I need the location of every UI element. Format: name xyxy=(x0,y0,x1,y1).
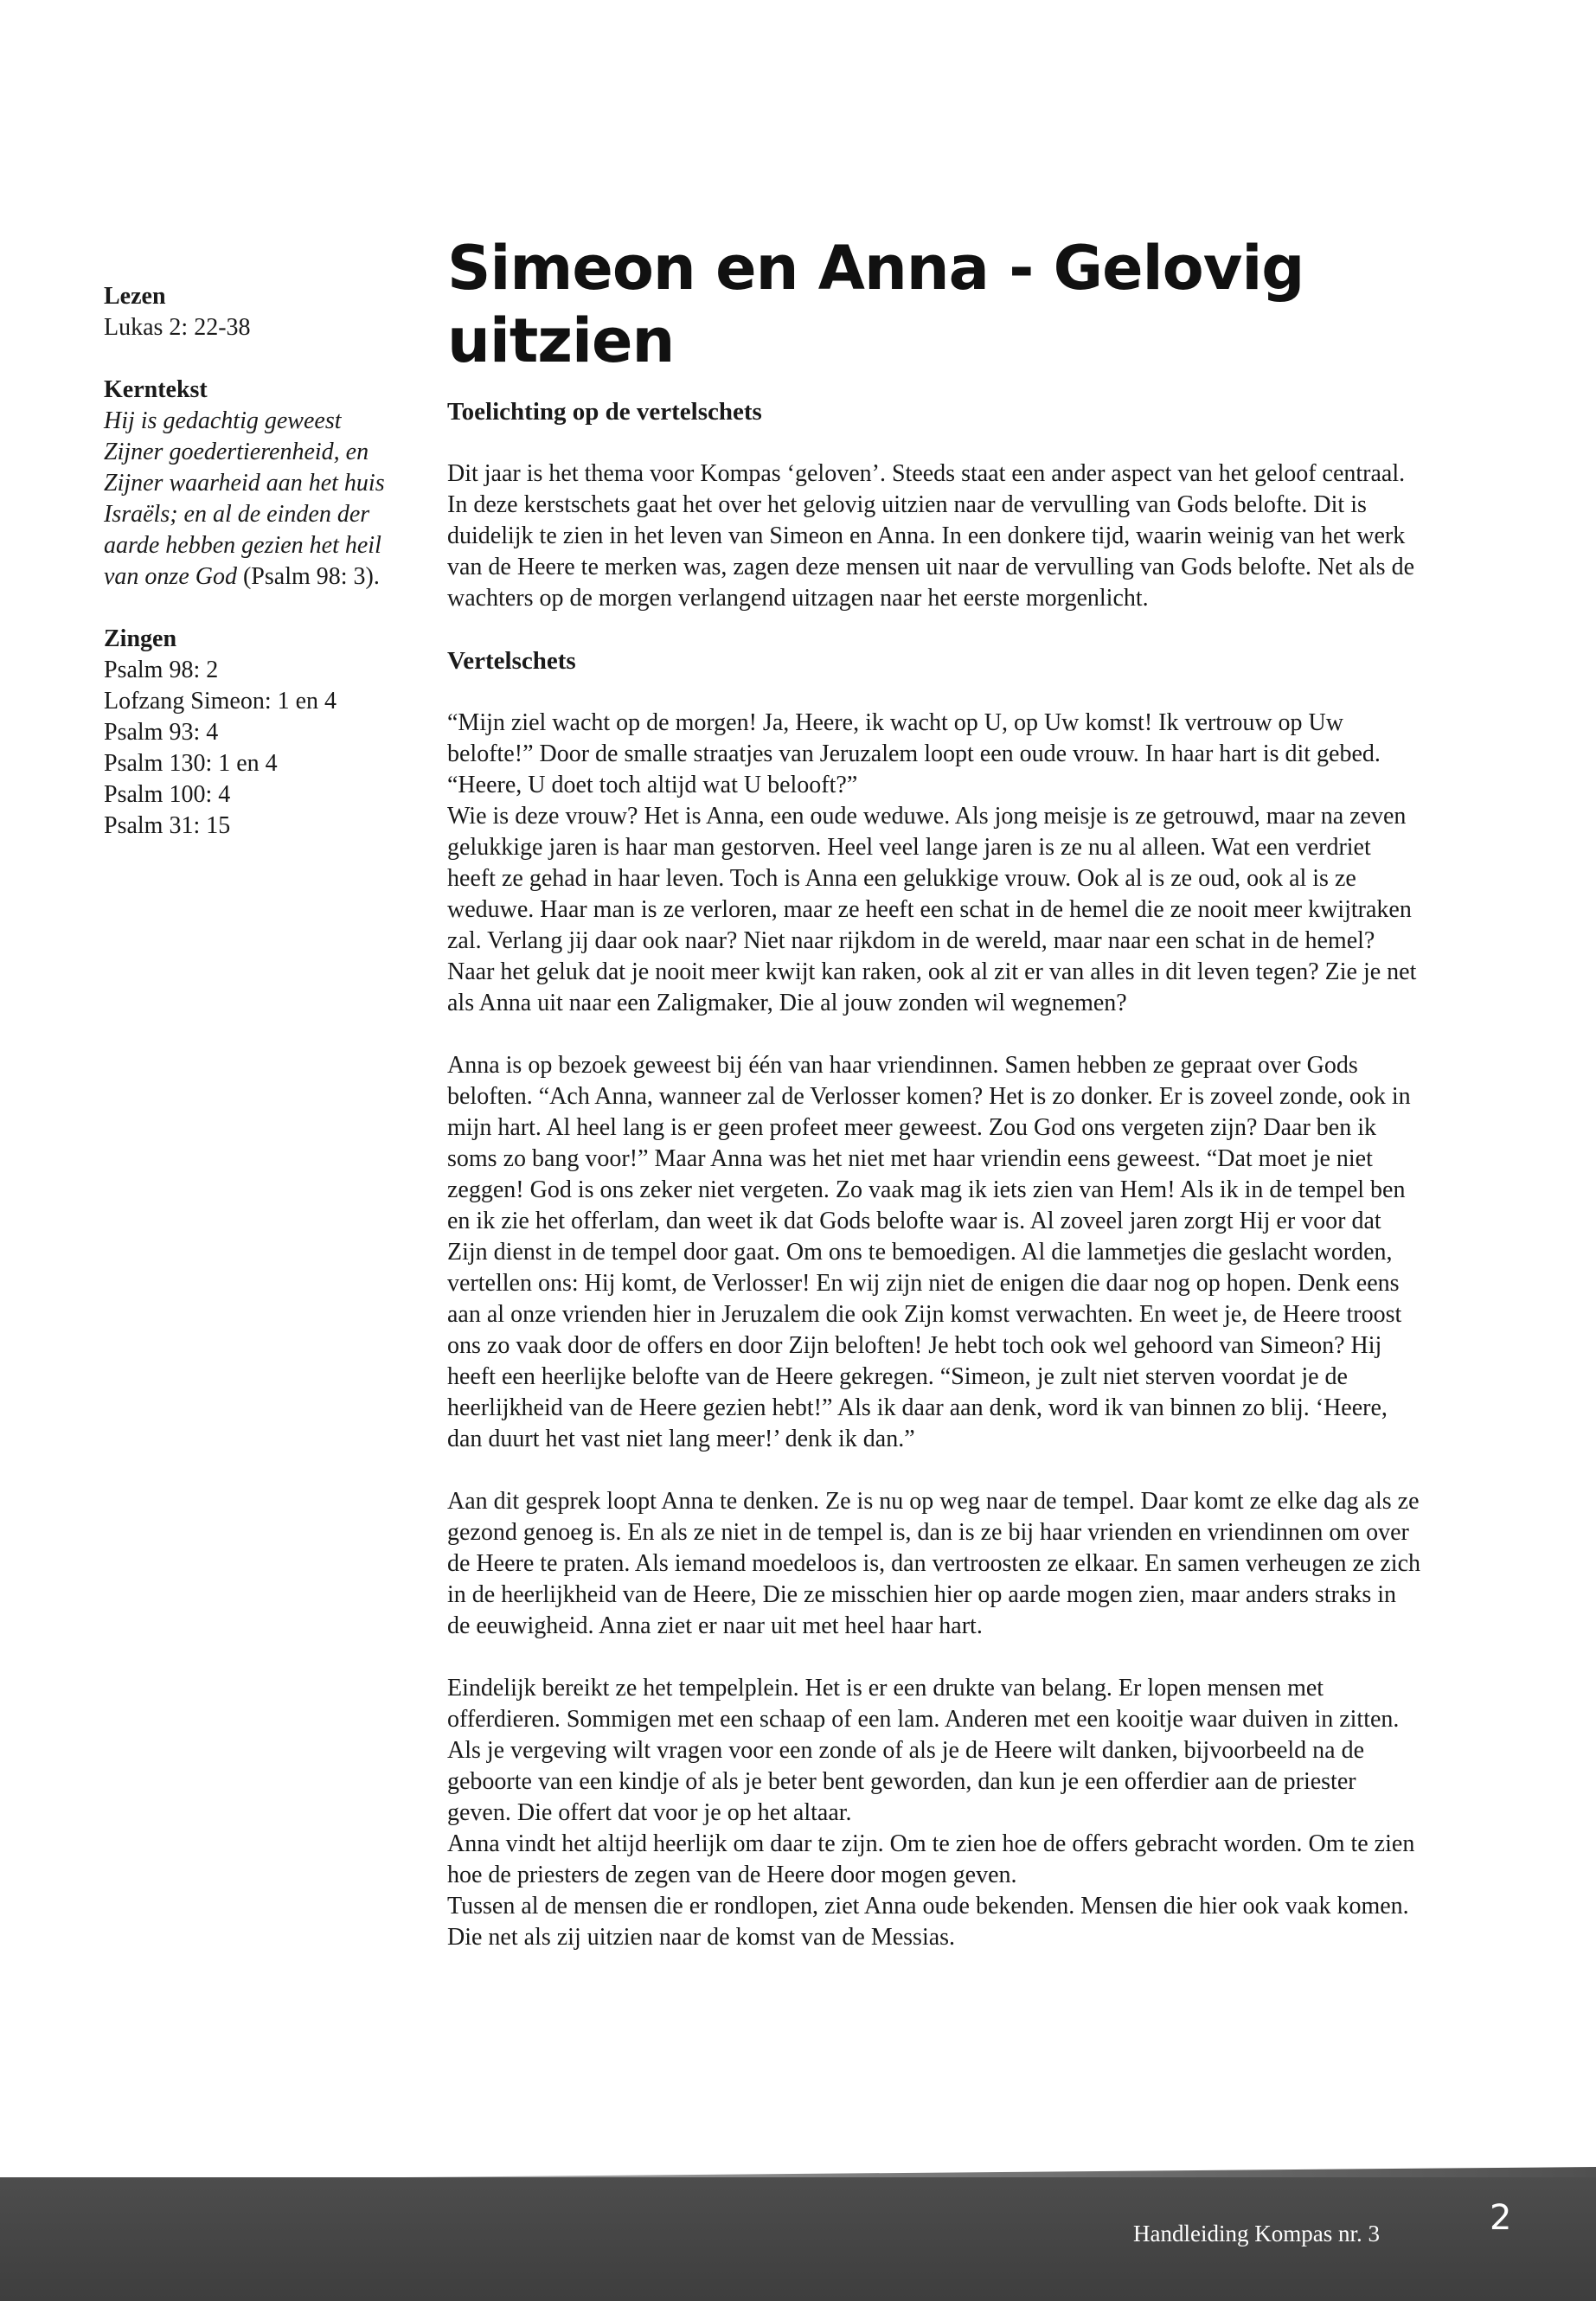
main-content xyxy=(447,232,1420,1953)
sidebar xyxy=(104,281,389,842)
sing-item: Psalm 130: 1 en 4 xyxy=(104,750,278,777)
page-title: Simeon en Anna - Gelovig uitzien xyxy=(447,233,1304,376)
explanation-paragraph: Dit jaar is het thema voor Kompas ‘geloven’. Steeds staat een ander aspect van het geloof centraal. In deze kerstschets gaat het over het gelovig uitzien naar de vervulling van Gods belofte. Dit is duidelijk te zien in het leven van Simeon en Anna. In een donkere tijd, waarin weinig van het werk van de Heere te merken was, zagen deze mensen uit naar de vervulling van Gods belofte. Net als de wachters op de morgen verlangend uitzagen naar het eerste morgenlicht. xyxy=(447,460,1414,612)
key-text xyxy=(104,406,389,593)
section-heading-explanation: Toelichting op de vertelschets xyxy=(447,398,762,426)
footer-label: Handleiding Kompas nr. 3 xyxy=(1133,2221,1380,2247)
sing-item: Psalm 31: 15 xyxy=(104,812,231,839)
sing-heading: Zingen xyxy=(104,625,177,652)
read-reference: Lukas 2: 22-38 xyxy=(104,314,251,341)
sing-item: Psalm 93: 4 xyxy=(104,719,219,746)
key-text-quote: Hij is gedachtig geweest Zijner goedertierenheid, en Zijner waarheid aan het huis Israëls; en al de einden der aarde hebben gezien het heil van onze God xyxy=(104,407,385,590)
section-heading-story: Vertelschets xyxy=(447,647,576,675)
story-paragraph: Anna is op bezoek geweest bij één van haar vriendinnen. Samen hebben ze gepraat over Gods beloften. “Ach Anna, wanneer zal de Verlosser komen? Het is zo donker. Er is zoveel zonde, ook in mijn hart. Al heel lang is er geen profeet meer geweest. Zou God ons vergeten zijn? Daar ben ik soms zo bang voor!” Maar Anna was het niet met haar vriendin eens geweest. “Dat moet je niet zeggen! God is ons zeker niet vergeten. Zo vaak mag ik iets zien van Hem! Als ik in de tempel ben en ik zie het offerlam, dan weet ik dat Gods belofte waar is. Al zoveel jaren zorgt Hij er voor dat Zijn dienst in de tempel door gaat. Om ons te bemoedigen. Al die lammetjes die geslacht worden, vertellen ons: Hij komt, de Verlosser! En wij zijn niet de enigen die daar nog op hopen. Denk eens aan al onze vrienden hier in Jeruzalem die ook Zijn komst verwachten. En weet je, de Heere troost ons zo vaak door de offers en door Zijn beloften! Je hebt toch ook wel gehoord van Simeon? Hij heeft een heerlijke belofte van de Heere gekregen. “Simeon, je zult niet sterven voordat je de heerlijkheid van de Heere gezien hebt!” Als ik daar aan denk, word ik van binnen zo blij. ‘Heere, dan duurt het vast niet lang meer!’ denk ik dan.” xyxy=(447,1052,1411,1452)
story-paragraph: Eindelijk bereikt ze het tempelplein. Het is er een drukte van belang. Er lopen mensen met offerdieren. Sommigen met een schaap of een lam. Anderen met een kooitje waar duiven in zitten. Als je vergeving wilt vragen voor een zonde of als je de Heere wilt danken, bijvoorbeeld na de geboorte van een kindje of als je beter bent geworden, dan kun je een offerdier aan de priester geven. Die offert dat voor je op het altaar. xyxy=(447,1675,1400,1826)
sing-list xyxy=(104,655,389,842)
story-paragraph: Aan dit gesprek loopt Anna te denken. Ze is nu op weg naar de tempel. Daar komt ze elke dag als ze gezond genoeg is. En als ze niet in de tempel is, dan is ze bij haar vrienden en vriendinnen om over de Heere te praten. Als iemand moedeloos is, dan vertroosten ze elkaar. En samen verheugen ze zich in de heerlijkheid van de Heere, Die ze misschien hier op aarde mogen zien, maar anders straks in de eeuwigheid. Anna ziet er naar uit met heel haar hart. xyxy=(447,1488,1420,1639)
key-text-reference: (Psalm 98: 3). xyxy=(236,563,380,590)
story-paragraph: Anna vindt het altijd heerlijk om daar te zijn. Om te zien hoe de offers gebracht worden. Om te zien hoe de priesters de zegen van de Heere door mogen geven. xyxy=(447,1830,1415,1888)
story-paragraph: Tussen al de mensen die er rondlopen, ziet Anna oude bekenden. Mensen die hier ook vaak komen. Die net als zij uitzien naar de komst van de Messias. xyxy=(447,1893,1409,1951)
page-number: 2 xyxy=(1490,2198,1512,2238)
sing-item: Psalm 100: 4 xyxy=(104,781,231,808)
story-paragraph: Wie is deze vrouw? Het is Anna, een oude weduwe. Als jong meisje is ze getrouwd, maar na zeven gelukkige jaren is haar man gestorven. Heel veel lange jaren is ze nu al alleen. Wat een verdriet heeft ze gehad in haar leven. Toch is Anna een gelukkige vrouw. Ook al is ze oud, ook al is ze weduwe. Haar man is ze verloren, maar ze heeft een schat in de hemel die ze nooit meer kwijtraken zal. Verlang jij daar ook naar? Niet naar rijkdom in de wereld, maar naar een schat in de hemel? Naar het geluk dat je nooit meer kwijt kan raken, ook al zit er van alles in dit leven tegen? Zie je net als Anna uit naar een Zaligmaker, Die al jouw zonden wil wegnemen? xyxy=(447,803,1417,1016)
story-paragraph: “Mijn ziel wacht op de morgen! Ja, Heere, ik wacht op U, op Uw komst! Ik vertrouw op Uw belofte!” Door de smalle straatjes van Jeruzalem loopt een oude vrouw. In haar hart is dit gebed. “Heere, U doet toch altijd wat U belooft?” xyxy=(447,709,1381,798)
sing-item: Lofzang Simeon: 1 en 4 xyxy=(104,688,337,715)
sing-item: Psalm 98: 2 xyxy=(104,657,219,683)
key-text-heading: Kerntekst xyxy=(104,376,208,403)
read-heading: Lezen xyxy=(104,283,166,310)
